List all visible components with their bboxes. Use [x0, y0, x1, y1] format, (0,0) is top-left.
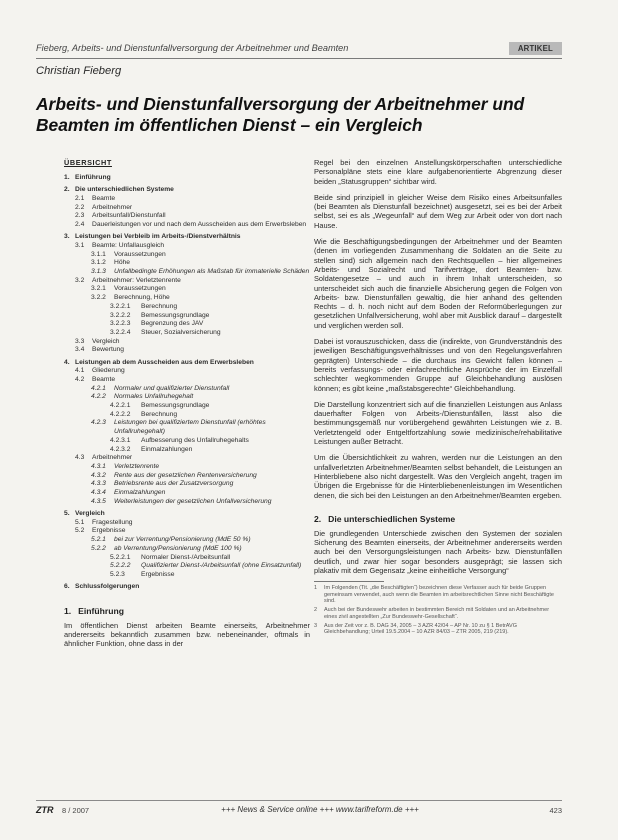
- toc-title: Arbeitnehmer: [92, 454, 133, 462]
- toc-number: 4.3.1: [91, 463, 106, 470]
- toc-entry: [64, 285, 310, 294]
- toc-number: 5.2.3: [110, 570, 125, 578]
- toc-title: Leistungen bei Verbleib im Arbeits-/Dienstverhältnis: [75, 233, 241, 241]
- toc-title: Normaler Dienst-/Arbeitsunfall: [141, 553, 231, 561]
- toc-entry: [64, 251, 310, 260]
- toc-number: 4.2: [75, 375, 85, 383]
- toc-number: 4.2.1: [91, 384, 106, 392]
- footer-rule: [36, 800, 562, 801]
- toc-entry: [64, 195, 310, 204]
- toc-title: Ergebnisse: [141, 570, 175, 578]
- toc-entry: [64, 346, 310, 355]
- toc-entry: [64, 359, 310, 368]
- toc-title: Weiterleistungen der gesetzlichen Unfallversicherung: [114, 497, 272, 505]
- issue-number: 8 / 2007: [62, 806, 90, 815]
- left-column: [64, 158, 310, 655]
- toc-entry: [64, 402, 310, 411]
- section-title: Einführung: [78, 605, 124, 616]
- toc-title: ab Verrentung/Pensionierung (MdE 100 %): [114, 544, 242, 552]
- toc-number: 5.: [64, 510, 70, 518]
- section-title: Die unterschiedlichen Systeme: [328, 513, 456, 524]
- toc-number: 5.2.2.1: [110, 553, 131, 561]
- toc-entry: [64, 411, 310, 420]
- toc-title: Berechnung, Höhe: [114, 294, 170, 302]
- toc-title: Berechnung: [141, 302, 178, 310]
- toc-title: Einmalzahlungen: [114, 489, 166, 497]
- toc-entry: [64, 562, 310, 571]
- footnote-text: Im Folgenden (Tit. „die Beschäftigten“) bezeichnen diese Verfasser auch für beide Gruppen gemeinsam verwendet, auch wenn die Beamten im arbeitsrechtlichen Sinne nicht Beschäftigte sind.: [324, 585, 554, 605]
- toc-title: Fragestellung: [92, 518, 133, 526]
- toc-title: Betriebsrente aus der Zusatzversorgung: [114, 480, 234, 488]
- toc-number: 4.3.5: [91, 497, 106, 505]
- toc-number: 2.4: [75, 221, 85, 229]
- toc-title: Bewertung: [92, 346, 124, 354]
- section-1-body: [64, 621, 310, 649]
- article-badge: ARTIKEL: [509, 42, 562, 55]
- toc-entry: [64, 554, 310, 563]
- toc-number: 1.: [64, 174, 70, 181]
- toc-number: 4.2.2: [91, 393, 106, 401]
- toc-entry: [64, 519, 310, 528]
- header-rule: [36, 58, 562, 59]
- toc-title: Normaler und qualifizierter Dienstunfall: [114, 384, 230, 392]
- toc-entry: [64, 463, 310, 472]
- toc-title: Vergleich: [75, 510, 105, 518]
- toc-number: 4.3.2: [91, 471, 106, 479]
- toc-number: 6.: [64, 583, 70, 591]
- footnote-rule: [314, 581, 384, 582]
- journal-logo: ZTR: [36, 805, 54, 815]
- toc-title: Arbeitnehmer: [92, 203, 133, 211]
- right-column-body: [314, 158, 562, 500]
- toc-entry: [64, 259, 310, 268]
- toc-number: 3.2.1: [91, 285, 106, 293]
- toc-entry: [64, 393, 310, 402]
- toc-number: 4.2.3: [91, 419, 106, 427]
- toc-entry: [64, 268, 310, 277]
- toc-title: bei zur Verrentung/Pensionierung (MdE 50 %): [114, 536, 251, 544]
- toc-entry: [64, 527, 310, 536]
- footnote-text: Aus der Zeit vor z. B. DAG 34, 2005 – 3 AZR 42/04 – AP Nr. 10 zu § 1 BetrAVG Gleichbehandlung; Urteil 19.5.2004 – 10 AZR 84/03 – ZTR 2005, 219 (219).: [324, 622, 518, 636]
- toc-number: 3.2: [75, 276, 85, 284]
- toc-number: 3.2.2.4: [110, 328, 131, 336]
- toc-entry: [64, 419, 310, 436]
- toc-number: 5.2: [75, 527, 85, 535]
- toc-number: 4.1: [75, 367, 85, 375]
- footnote-text: Auch bei der Bundeswehr arbeiten in bestimmten Bereich mit Soldaten und an Arbeitnehmer eines zivil angestellten „Zur Bundeswehr-Gesellschaft“.: [324, 607, 550, 620]
- footer-link-text[interactable]: +++ News & Service online +++ www.tarifreform.de +++: [221, 805, 419, 814]
- paragraph: Um die Übersichtlichkeit zu wahren, werden nur die Leistungen an den unfallverletzten Arbeitnehmer/Beamten selbst behandelt, die Leistungen an Hinterbliebene also nicht dargestellt. Was den Vergleich angeht, tragen im Übrigen die Ergebnisse für die Hinterbliebenenleistungen im Wesentlichen denen, die sich bei den Leistungen an den Arbeitnehmer/Beamten ergeben.: [314, 453, 562, 500]
- toc-entry: [64, 454, 310, 463]
- toc-title: Begrenzung des JAV: [141, 320, 204, 328]
- toc-title: Rente aus der gesetzlichen Rentenversicherung: [114, 471, 257, 479]
- toc-title: Gliederung: [92, 367, 125, 375]
- paragraph: Die grundlegenden Unterschiede zwischen den Systemen der sozialen Sicherung des Beamten einerseits, der Arbeitnehmer andererseits werden auch bei den Versorgungsleistungen nach Arbeits- bzw. Dienstunfällen deutlich, und zwar hier sogar besonders ausgeprägt; sie lassen sich plakativ mit dem Gegensatz „keine einheitliche Versorgung“: [314, 528, 562, 575]
- toc-entry: [64, 367, 310, 376]
- toc-title: Ergebnisse: [92, 527, 126, 535]
- toc-title: Steuer, Sozialversicherung: [141, 328, 221, 336]
- toc-entry: [64, 437, 310, 446]
- toc-entry: [64, 294, 310, 303]
- toc-heading: ÜBERSICHT: [64, 158, 112, 167]
- toc-title: Voraussetzungen: [114, 250, 166, 258]
- toc-entry: [64, 186, 310, 195]
- paragraph: Die Darstellung konzentriert sich auf die finanziellen Leistungen aus Anlass dauerhafter Folgen von Arbeits-/Dienstunfällen, lässt also die bestimmungsgemäß nur vorübergehend gewährten Leistungen wie z. B. Verletztengeld oder Entgeltfortzahlung sowie medizinische/rehabilitative Leistungen außer Betracht.: [314, 399, 562, 447]
- toc-entry: [64, 303, 310, 312]
- toc-title: Beamte: Unfallausgleich: [92, 241, 165, 249]
- toc-title: Leistungen bei qualifiziertem Dienstunfall (erhöhtes Unfallruhegehalt): [114, 419, 266, 436]
- footnote: [314, 623, 562, 636]
- toc-number: 5.2.2.2: [110, 562, 131, 570]
- toc-entry: [64, 221, 310, 230]
- toc-title: Die unterschiedlichen Systeme: [75, 186, 174, 194]
- toc-number: 4.3.4: [91, 489, 106, 497]
- toc-title: Qualifizierter Dienst-/Arbeitsunfall (ohne Einsatzunfall): [141, 562, 302, 570]
- toc-title: Vergleich: [92, 337, 120, 345]
- toc-title: Voraussetzungen: [114, 285, 166, 293]
- paragraph: Wie die Beschäftigungsbedingungen der Arbeitnehmer und der Beamten (denen im vorliegenden Zusammenhang die Soldaten an die Seite zu stellen sind) sich allgemein nach den Rechtsquellen – hier allgemeines Arbeits- und Sozialrecht und Tarifverträge, dort Beamten- bzw. Soldatengesetze – und auch in ihrem Inhalt unterscheiden, so unterscheidet sich auch die finanzielle Absicherung gegen die Folgen von Arbeits- bzw. Dienstunfällen gewaltig, die hier anhand des geltenden Rechts – d. h. noch nicht auf dem Boden der Reformüberlegungen zur gesetzlichen Unfallversicherung, wohl aber mit Ausblick darauf – dargestellt und verglichen werden soll.: [314, 237, 562, 330]
- toc-title: Berechnung: [141, 410, 178, 418]
- toc-number: 3.1.2: [91, 259, 106, 267]
- toc-title: Aufbesserung des Unfallruhegehalts: [141, 436, 249, 444]
- footnote: [314, 607, 562, 620]
- toc-number: 3.4: [75, 346, 85, 354]
- toc-number: 4.: [64, 358, 70, 366]
- toc-entry: [64, 312, 310, 321]
- toc-entry: [64, 242, 310, 251]
- toc-entry: [64, 233, 310, 242]
- toc-number: 4.3: [75, 454, 85, 462]
- footnote-number: 3: [314, 622, 318, 629]
- toc-entry: [64, 498, 310, 507]
- toc-number: 3.1.3: [91, 268, 106, 276]
- toc-title: Einführung: [75, 174, 111, 181]
- toc-title: Dauerleistungen vor und nach dem Ausscheiden aus dem Erwerbsleben: [92, 221, 307, 229]
- toc-number: 3.1: [75, 241, 85, 249]
- toc-number: 3.2.2.1: [110, 302, 131, 310]
- toc-entry: [64, 212, 310, 221]
- paragraph: Dabei ist vorauszuschicken, dass die (indirekte, von Grundverständnis des jeweiligen Beschäftigungsverhältnisses und von den Regelungsverfahren geprägten) Unterschiede – die durchaus ins Gewicht fallen können – bereits verfassungs- oder einfachrechtliche Ansprüche der im Einzelfall schlechter wegkommenden Gruppe auf Gleichbehandlung auslösen können; es gibt keine „maßstabsgerechte“ Gleichbehandlung.: [314, 337, 562, 393]
- toc-title: Arbeitnehmer: Verletztenrente: [92, 276, 181, 284]
- toc-entry: [64, 446, 310, 455]
- toc-number: 4.2.2.2: [110, 410, 131, 418]
- toc-number: 3.: [64, 233, 70, 241]
- author-name: Christian Fieberg: [36, 65, 122, 77]
- table-of-contents: [64, 174, 310, 592]
- toc-number: 2.: [64, 186, 70, 194]
- footnote: [314, 585, 562, 605]
- toc-number: 3.1.1: [91, 250, 106, 258]
- toc-title: Beamte: [92, 375, 116, 383]
- toc-entry: [64, 536, 310, 545]
- toc-number: 5.2.2: [91, 544, 106, 552]
- toc-number: 4.3.3: [91, 480, 106, 488]
- toc-number: 3.2.2.3: [110, 320, 131, 328]
- section-number: 1.: [64, 605, 72, 616]
- toc-title: Schlussfolgerungen: [75, 583, 140, 591]
- toc-entry: [64, 385, 310, 394]
- toc-title: Bemessungsgrundlage: [141, 402, 210, 410]
- toc-title: Höhe: [114, 259, 130, 267]
- page-number: 423: [549, 806, 562, 815]
- toc-number: 2.2: [75, 203, 85, 211]
- section-1-heading: [64, 606, 310, 616]
- toc-entry: [64, 510, 310, 519]
- toc-number: 3.2.2.2: [110, 311, 131, 319]
- section-2-heading: [314, 514, 562, 524]
- toc-number: 5.1: [75, 518, 85, 526]
- toc-title: Leistungen ab dem Ausscheiden aus dem Erwerbsleben: [75, 358, 254, 366]
- running-title: Fieberg, Arbeits- und Dienstunfallversorgung der Arbeitnehmer und Beamten: [36, 43, 349, 53]
- right-column: [314, 158, 562, 638]
- article-title: Arbeits- und Dienstunfallversorgung der Arbeitnehmer und Beamten im öffentlichen Dienst – ein Vergleich: [36, 94, 525, 135]
- paragraph: Beide sind prinzipiell in gleicher Weise dem Risiko eines Arbeitsunfalles (bei Beamten als Dienstunfall bezeichnet) ausgesetzt, sei es bei der Arbeit selbst, sei es als „Wegeunfall“ auf dem Weg zur Arbeit oder von dort nach Hause.: [314, 192, 562, 230]
- toc-entry: [64, 472, 310, 481]
- toc-title: Normales Unfallruhegehalt: [114, 393, 194, 401]
- toc-title: Unfallbedingte Erhöhungen als Maßstab für immaterielle Schäden: [114, 268, 310, 276]
- toc-entry: [64, 489, 310, 498]
- toc-entry: [64, 480, 310, 489]
- toc-title: Bemessungsgrundlage: [141, 311, 210, 319]
- toc-number: 5.2.1: [91, 536, 106, 544]
- toc-entry: [64, 571, 310, 580]
- footnote-number: 1: [314, 585, 318, 592]
- toc-title: Arbeitsunfall/Dienstunfall: [92, 212, 166, 220]
- toc-entry: [64, 583, 310, 592]
- toc-entry: [64, 376, 310, 385]
- section-2-body: [314, 529, 562, 575]
- toc-title: Einmalzahlungen: [141, 445, 193, 453]
- toc-number: 4.2.3.2: [110, 445, 131, 453]
- toc-entry: [64, 329, 310, 338]
- paragraph: Im öffentlichen Dienst arbeiten Beamte einerseits, Arbeitnehmer andererseits bekanntlich zusammen bzw. nebeneinander, oftmals in ähnlicher Funktion, ohne dass in der: [64, 620, 310, 649]
- toc-number: 4.2.2.1: [110, 402, 131, 410]
- section-number: 2.: [314, 513, 322, 524]
- toc-number: 2.1: [75, 194, 85, 202]
- toc-entry: [64, 545, 310, 554]
- toc-entry: [64, 338, 310, 347]
- paragraph: Regel bei den einzelnen Anstellungskörperschaften unterschiedliche Personalpläne stets eine klare aufgabenorientierte Abgrenzung dieser beiden „Statusgruppen“ sichtbar wird.: [314, 158, 562, 186]
- toc-number: 2.3: [75, 212, 85, 220]
- toc-number: 4.2.3.1: [110, 436, 131, 444]
- toc-title: Verletztenrente: [114, 463, 160, 470]
- toc-entry: [64, 174, 310, 183]
- toc-entry: [64, 320, 310, 329]
- running-header: [36, 43, 562, 57]
- toc-entry: [64, 204, 310, 213]
- toc-title: Beamte: [92, 194, 116, 202]
- toc-entry: [64, 277, 310, 286]
- toc-number: 3.3: [75, 337, 85, 345]
- footnote-number: 2: [314, 607, 318, 614]
- toc-number: 3.2.2: [91, 294, 106, 302]
